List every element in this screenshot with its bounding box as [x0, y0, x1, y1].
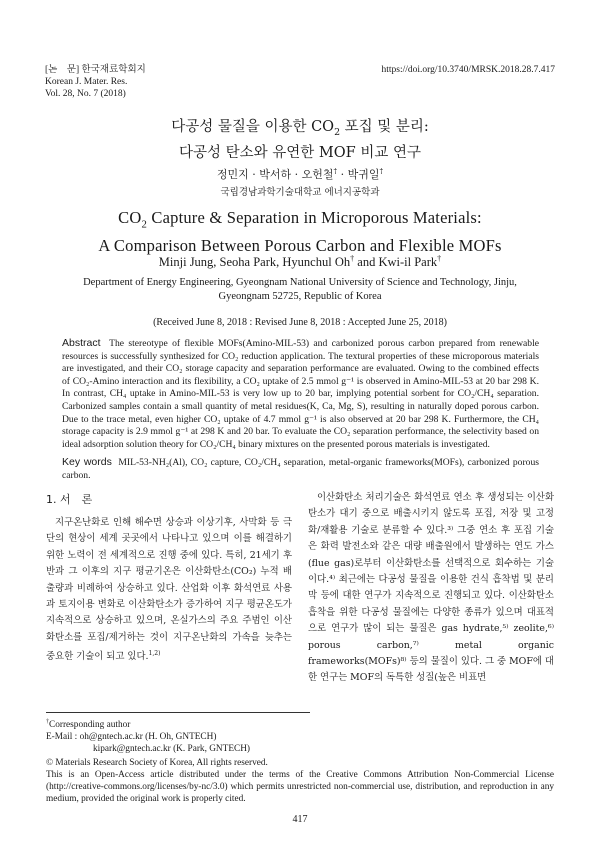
corresponding-mark: † — [379, 166, 384, 176]
english-title-line2: A Comparison Between Porous Carbon and Flexible MOFs — [98, 236, 502, 256]
english-title — [0, 207, 600, 256]
section-heading: 1. 서 론 — [46, 493, 93, 506]
email-line: E-Mail : oh@gntech.ac.kr (H. Oh, GNTECH) — [46, 732, 217, 743]
corresponding-author-text: Corresponding author — [49, 720, 131, 731]
email-line: kipark@gntech.ac.kr (K. Park, GNTECH) — [93, 744, 251, 755]
affiliation-line: Department of Energy Engineering, Gyeongnam National University of Science and Technology, Jinju, — [83, 277, 517, 288]
abstract-text: The stereotype of flexible MOFs(Amino-MIL-53) and carbonized porous carbon prepared from renewable resources is successfully synthesized for CO₂ reduction application. The textural properties of these microporous materials are investigated, and their CO₂ storage capacity and separation performance are evaluated. Owing to the combined effects of CO₂-Amino interaction and its flexibility, a CO₂ uptake of 2.5 mmol g⁻¹ is observed in Amino-MIL-53 at 20 bar 298 K. In contrast, CH₄ uptake in Amino-MIL-53 is very low up to 20 bar, implying potential sorbent for CO₂/CH₄ separation. Carbonized samples contain a small quantity of metal residues(K, Ca, Mg, S), resulting in naturally doped porous carbon. Due to the trace metal, even higher CO₂ uptake of 4.7 mmol g⁻¹ is also observed at 20 bar 298 K. Furthermore, the CH₄ storage capacity is 2.9 mmol g⁻¹ at 298 K and 20 bar. To evaluate the CO₂ separation performance, the selectivity based on ideal adsorption solution theory for CO₂/CH₄ binary mixtures on the presented porous materials is investigated. — [62, 338, 540, 450]
received-dates: (Received June 8, 2018 : Revised June 8, 2018 : Accepted June 25, 2018) — [153, 317, 447, 328]
abstract — [62, 337, 539, 451]
english-authors — [0, 254, 600, 270]
journal-english-name: Korean J. Mater. Res. — [45, 77, 128, 87]
corresponding-mark: † — [46, 719, 50, 725]
english-title-subscript: 2 — [141, 218, 148, 231]
keywords-text: MIL-53-NH₂(Al), CO₂ capture, CO₂/CH₄ separation, metal-organic frameworks(MOFs), carbonized porous carbon. — [62, 457, 539, 481]
intro-paragraph-right: 이산화탄소 처리기술은 화석연료 연소 후 생성되는 이산화탄소가 대기 중으로 배출시키지 않도록 포집, 저장 및 고정화/재활용 기술로 분류할 수 있다.³⁾ 그중 연소 후 포집 기술은 화력 발전소와 같은 대량 배출원에서 발생하는 연도 가스(flue gas)로부터 이산화탄소를 선택적으로 회수하는 기술이다.⁴⁾ 최근에는 다공성 물질을 이용한 건식 흡착법 및 분리막 등에 대한 연구가 지속적으로 진행되고 있다. 이산화탄소 흡착을 위한 다공성 물질에는 다양한 종류가 있으며 대표적으로 연구가 많이 되는 물질은 gas hydrate,⁵⁾ zeolite,⁶⁾ porous carbon,⁷⁾ metal organic frameworks(MOFs)⁸⁾ 등의 물질이 있다. 그 중 MOF에 대한 연구는 MOF의 독특한 성질(높은 비표면 — [308, 492, 554, 684]
footnote-divider — [46, 712, 310, 713]
keywords — [62, 456, 539, 482]
footnote — [46, 716, 250, 755]
korean-title-line1 — [0, 117, 600, 143]
intro-paragraph-left — [46, 515, 292, 666]
journal-volume: Vol. 28, No. 7 (2018) — [45, 89, 126, 99]
corresponding-mark: † — [437, 254, 442, 263]
keywords-label: Key words — [62, 456, 112, 468]
korean-title-part: 포집 및 분리: — [340, 119, 429, 135]
korean-title-line2: 다공성 탄소와 유연한 MOF 비교 연구 — [179, 144, 421, 161]
affiliation-line: Gyeongnam 52725, Republic of Korea — [218, 291, 382, 302]
doi-link[interactable]: https://doi.org/10.3740/MRSK.2018.28.7.417 — [381, 65, 555, 75]
korean-title — [0, 117, 600, 164]
abstract-label: Abstract — [62, 337, 101, 349]
journal-info — [45, 64, 146, 100]
citation: 1,2) — [148, 650, 161, 658]
korean-authors-text: · 박귀일 — [337, 168, 380, 181]
english-title-part: Capture & Separation in Microporous Materials: — [147, 208, 482, 227]
corresponding-mark: † — [350, 254, 355, 263]
english-title-line1 — [0, 207, 600, 235]
korean-affiliation: 국립경남과학기술대학교 에너지공학과 — [220, 187, 380, 198]
korean-authors — [0, 166, 600, 182]
journal-korean-name: [논 문] 한국재료학회지 — [45, 65, 146, 75]
corresponding-mark: † — [333, 166, 338, 176]
korean-title-part: 다공성 물질을 이용한 CO — [171, 119, 335, 135]
english-authors-text: and Kwi-il Park — [354, 255, 438, 270]
page-number: 417 — [292, 814, 308, 825]
english-title-part: CO — [118, 208, 142, 227]
license-block — [46, 757, 554, 805]
copyright: © Materials Research Society of Korea, All rights reserved. — [46, 758, 268, 768]
english-authors-text: Minji Jung, Seoha Park, Hyunchul Oh — [158, 255, 351, 270]
english-affiliation — [0, 276, 600, 304]
corresponding-author — [46, 716, 250, 731]
intro-text: 지구온난화로 인해 해수면 상승과 이상기후, 사막화 등 극단의 현상이 세계 곳곳에서 나타나고 있으며 이를 해결하기 위한 노력이 전 세계적으로 진행 중에 있다. 특히, 21세기 후반과 그 이후의 지구 평균기온은 이산화탄소(CO₂) 누적 배출량과 비례하여 상승하고 있다. 산업화 이후 화석연료 사용과 토지이용 변화로 이산화탄소가 증가하여 지구 평균온도가 지속적으로 상승하고 있으며, 온실가스의 주요 주범인 이산화탄소를 포집/제거하는 것이 지구온난화의 가속을 늦추는 중요한 기술이 되고 있다. — [46, 517, 292, 663]
korean-title-subscript: 2 — [334, 126, 341, 138]
korean-authors-text: 정민지 · 박서하 · 오헌철 — [216, 168, 334, 181]
license-text: This is an Open-Access article distributed under the terms of the Creative Commons Attribution Non-Commercial License (http://creative-commons.org/licenses/by-nc/3.0) which permits unrestricted non-commercial use, distribution, and reproduction in any medium, provided the original work is properly cited. — [46, 770, 554, 804]
